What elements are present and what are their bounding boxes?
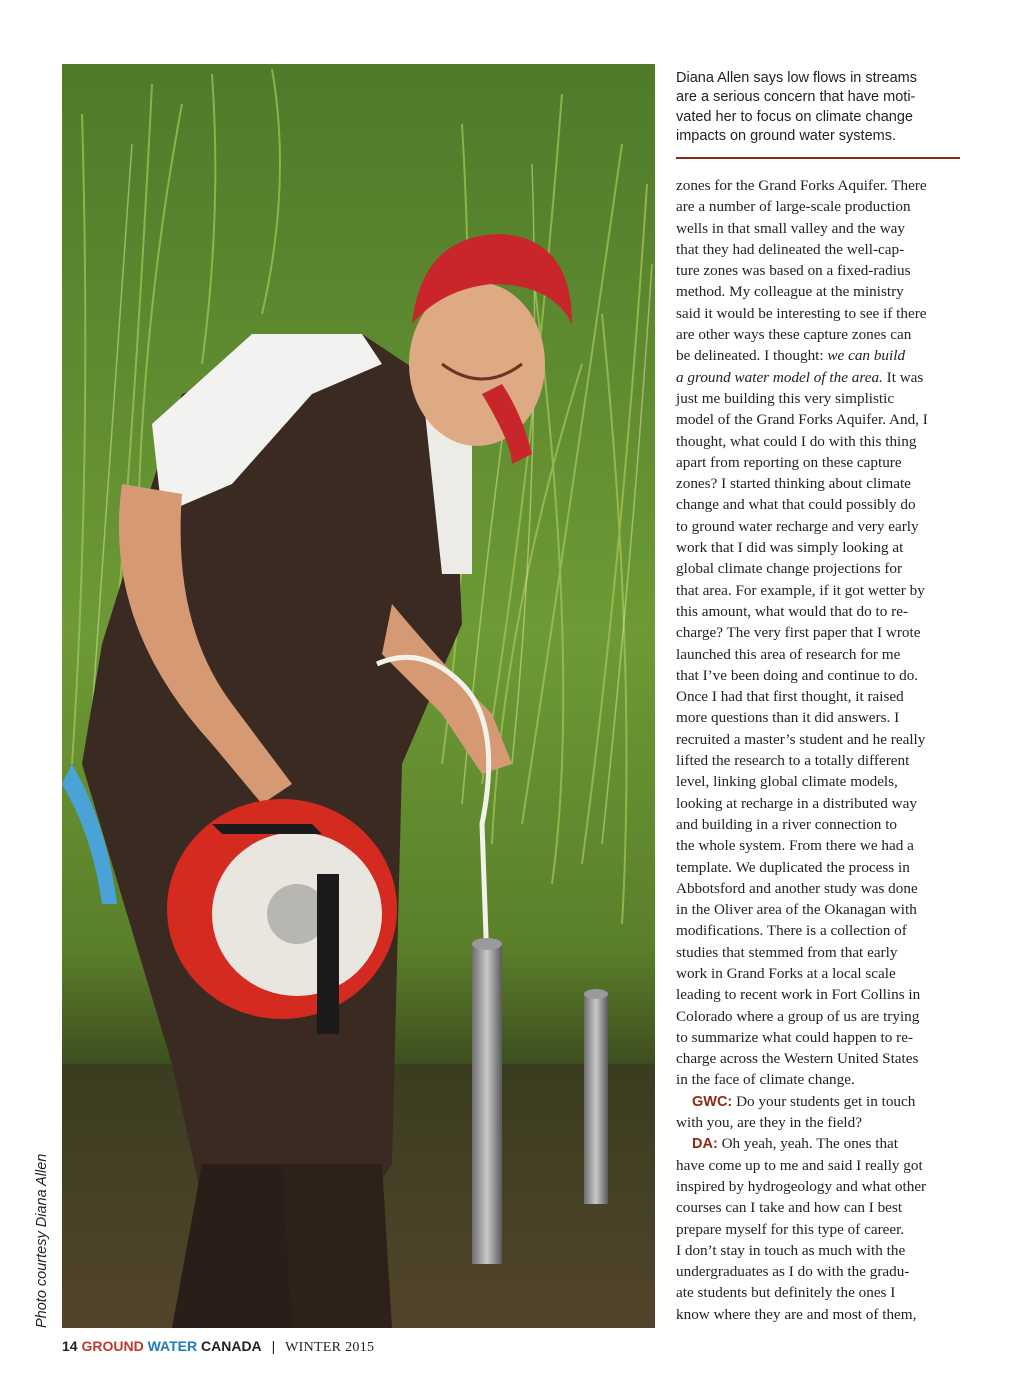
body-text: modifications. There is a collection of — [676, 922, 907, 940]
body-line — [676, 920, 966, 941]
page-footer — [62, 1336, 374, 1356]
body-text: method. My colleague at the ministry — [676, 283, 904, 301]
body-line — [676, 707, 966, 728]
body-line — [676, 218, 966, 239]
body-text: It was — [882, 368, 924, 386]
footer-separator: | — [271, 1338, 276, 1354]
body-line — [676, 452, 966, 473]
body-line — [676, 1282, 966, 1303]
pull-quote-rule — [676, 157, 960, 159]
pull-quote — [676, 69, 966, 146]
body-line — [676, 558, 966, 579]
body-line — [676, 1155, 966, 1176]
body-text: recruited a master’s student and he really — [676, 730, 926, 748]
body-line — [676, 1027, 966, 1048]
body-text: said it would be interesting to see if there — [676, 304, 927, 322]
body-line — [676, 622, 966, 643]
body-text: courses can I take and how can I best — [676, 1199, 903, 1217]
body-text: be delineated. I thought: — [676, 347, 828, 365]
body-line — [676, 494, 966, 515]
body-line — [676, 942, 966, 963]
body-line — [676, 175, 966, 196]
body-text: work in Grand Forks at a local scale — [676, 964, 896, 982]
body-line — [676, 1176, 966, 1197]
body-line — [676, 686, 966, 707]
question-line: with you, are they in the field? — [676, 1114, 862, 1132]
magazine-name-word1: GROUND — [81, 1338, 144, 1354]
body-line — [676, 601, 966, 622]
body-text: ate students but definitely the ones I — [676, 1284, 896, 1302]
page-number: 14 — [62, 1338, 78, 1354]
body-line — [676, 729, 966, 750]
body-text: studies that stemmed from that early — [676, 943, 898, 961]
answer-line — [676, 1133, 966, 1154]
body-line — [676, 1304, 966, 1325]
body-line — [676, 899, 966, 920]
pull-quote-line: impacts on ground water systems. — [676, 127, 897, 144]
body-text: global climate change projections for — [676, 560, 903, 578]
body-text: charge? The very first paper that I wrote — [676, 624, 921, 642]
body-block-3 — [676, 1155, 966, 1325]
photo-credit: Photo courtesy Diana Allen — [34, 1153, 50, 1328]
body-text: zones for the Grand Forks Aquifer. There — [676, 177, 927, 194]
magazine-name-word2: WATER — [147, 1338, 198, 1354]
body-text: Colorado where a group of us are trying — [676, 1007, 920, 1025]
body-text: that they had delineated the well-cap- — [676, 240, 905, 258]
body-line — [676, 324, 966, 345]
body-line — [676, 537, 966, 558]
magazine-name-word3: CANADA — [201, 1338, 262, 1354]
body-line — [676, 1048, 966, 1069]
body-text: inspired by hydrogeology and what other — [676, 1177, 927, 1195]
body-text: template. We duplicated the process in — [676, 858, 910, 876]
body-text: model of the Grand Forks Aquifer. And, I — [676, 411, 928, 429]
question-line — [676, 1091, 966, 1112]
body-italic: we can build — [827, 347, 906, 365]
body-line — [676, 1069, 966, 1090]
body-text: undergraduates as I do with the gradu- — [676, 1263, 910, 1281]
body-text: more questions than it did answers. I — [676, 709, 900, 727]
body-text: Once I had that first thought, it raised — [676, 688, 904, 706]
pull-quote-line: are a serious concern that have moti- — [676, 89, 916, 106]
body-line — [676, 345, 966, 366]
feature-photo — [62, 64, 655, 1328]
body-text: prepare myself for this type of career. — [676, 1220, 905, 1238]
body-text: apart from reporting on these capture — [676, 453, 902, 471]
article-body — [676, 175, 966, 1325]
body-text: zones? I started thinking about climate — [676, 475, 911, 493]
body-text: to ground water recharge and very early — [676, 517, 919, 535]
body-text: ture zones was based on a fixed-radius — [676, 262, 911, 280]
body-line — [676, 260, 966, 281]
body-line — [676, 771, 966, 792]
pull-quote-line: vated her to focus on climate change — [676, 108, 913, 125]
body-line — [676, 473, 966, 494]
body-text: in the Oliver area of the Okanagan with — [676, 901, 917, 919]
body-line — [676, 984, 966, 1005]
body-block-1 — [676, 175, 966, 367]
body-line — [676, 239, 966, 260]
body-text: and building in a river connection to — [676, 815, 898, 833]
body-text: thought, what could I do with this thing — [676, 432, 917, 450]
body-text: this amount, what would that do to re- — [676, 602, 908, 620]
body-line — [676, 196, 966, 217]
body-text: that area. For example, if it got wetter by — [676, 581, 925, 599]
body-text: know where they are and most of them, — [676, 1305, 917, 1323]
body-text: change and what that could possibly do — [676, 496, 916, 514]
body-line — [676, 835, 966, 856]
body-text: charge across the Western United States — [676, 1050, 919, 1068]
body-text: level, linking global climate models, — [676, 773, 898, 791]
body-line — [676, 857, 966, 878]
issue-label: WINTER 2015 — [285, 1340, 375, 1355]
body-line — [676, 516, 966, 537]
photo-illustration — [62, 64, 655, 1328]
body-line — [676, 580, 966, 601]
body-text: work that I did was simply looking at — [676, 539, 904, 557]
body-text: looking at recharge in a distributed way — [676, 794, 917, 812]
body-text: just me building this very simplistic — [676, 389, 895, 407]
pull-quote-line: Diana Allen says low flows in streams — [676, 70, 917, 86]
body-line — [676, 1219, 966, 1240]
body-text: leading to recent work in Fort Collins in — [676, 986, 921, 1004]
body-line — [676, 1006, 966, 1027]
body-line — [676, 963, 966, 984]
body-block-2 — [676, 388, 966, 1091]
body-text: launched this area of research for me — [676, 645, 901, 663]
body-line — [676, 303, 966, 324]
speaker-gwc: GWC: — [692, 1093, 733, 1110]
body-text: have come up to me and said I really got — [676, 1156, 923, 1174]
body-italic: a ground water model of the area. — [676, 368, 883, 386]
body-line — [676, 814, 966, 835]
body-text: wells in that small valley and the way — [676, 219, 906, 237]
body-line — [676, 750, 966, 771]
body-line — [676, 431, 966, 452]
body-text: to summarize what could happen to re- — [676, 1028, 914, 1046]
body-text: I don’t stay in touch as much with the — [676, 1241, 906, 1259]
body-text: are a number of large-scale production — [676, 198, 911, 216]
speaker-da: DA: — [692, 1136, 718, 1153]
body-text: that I’ve been doing and continue to do. — [676, 666, 919, 684]
body-line — [676, 665, 966, 686]
body-line — [676, 281, 966, 302]
body-line — [676, 1240, 966, 1261]
body-text: the whole system. From there we had a — [676, 837, 914, 855]
body-text: in the face of climate change. — [676, 1071, 855, 1089]
body-text: Abbotsford and another study was done — [676, 879, 918, 897]
body-text: lifted the research to a totally different — [676, 752, 910, 770]
body-line — [676, 1261, 966, 1282]
body-line — [676, 367, 966, 388]
body-line — [676, 1197, 966, 1218]
body-line — [676, 409, 966, 430]
body-line — [676, 644, 966, 665]
body-text: are other ways these capture zones can — [676, 326, 912, 344]
body-line — [676, 793, 966, 814]
question-text: Do your students get in touch — [732, 1092, 916, 1110]
body-line — [676, 878, 966, 899]
answer-text: Oh yeah, yeah. The ones that — [717, 1135, 899, 1153]
body-line — [676, 388, 966, 409]
